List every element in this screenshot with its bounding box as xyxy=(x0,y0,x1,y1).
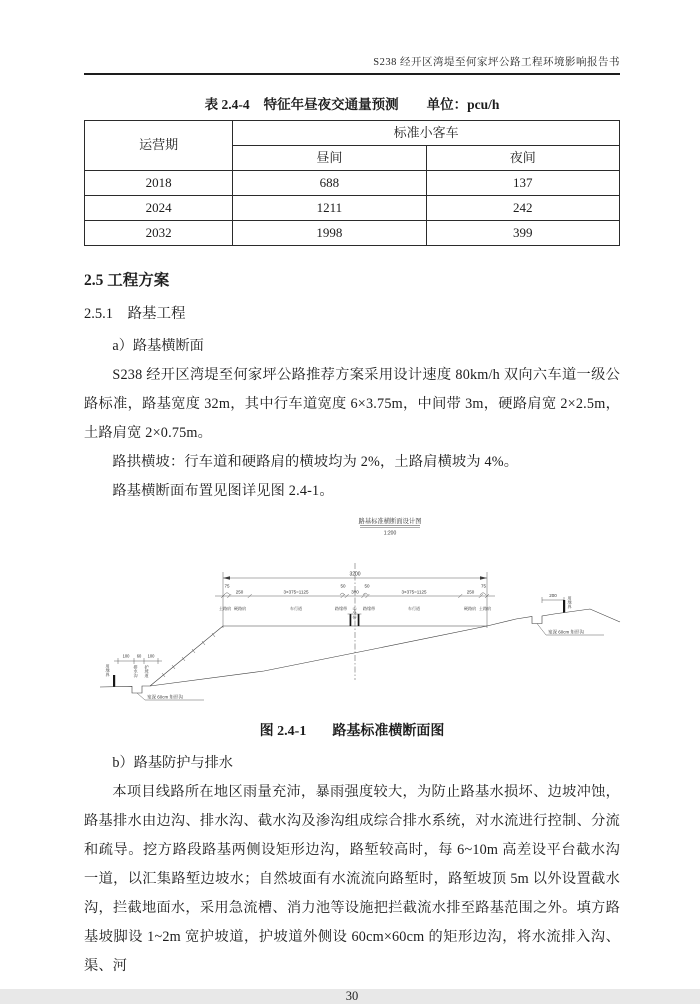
diagram-title: 路基标准横断面设计图 xyxy=(358,518,422,525)
terrain-line xyxy=(100,609,620,693)
page-header xyxy=(84,0,620,75)
figure-caption-label: 图 2.4-1 xyxy=(259,724,307,739)
dim-lanes-left: 3×375=1125 xyxy=(283,589,309,595)
cell-year: 2024 xyxy=(85,196,233,221)
zone-soil-shoulder-left: 土路肩 xyxy=(218,606,232,611)
zone-median: 中分带 xyxy=(352,607,358,620)
zone-hard-shoulder-right: 硬路肩 xyxy=(463,606,477,611)
left-dim-100a: 100 xyxy=(122,653,130,659)
figure-caption-title: 路基标准横断面图 xyxy=(332,724,445,739)
cross-section-figure xyxy=(84,508,620,740)
table-caption-label: 表 2.4-4 xyxy=(204,97,250,112)
table-row xyxy=(85,171,620,196)
header-operation-period: 运营期 xyxy=(85,121,233,171)
subheader-daytime: 昼间 xyxy=(233,146,426,171)
left-ditch-label: 宽深 60cm 矩形沟 xyxy=(147,694,184,700)
dim-250-right: 250 xyxy=(466,589,475,595)
traffic-forecast-table xyxy=(84,120,620,246)
paragraph-see-figure: 路基横断面布置见图详见图 2.4-1。 xyxy=(112,483,334,499)
left-dim-60: 60 xyxy=(136,653,142,659)
left-label-drain: 排水沟 xyxy=(133,665,139,678)
cell-day-value: 1211 xyxy=(233,196,426,221)
cell-night-value: 242 xyxy=(426,196,619,221)
dim-total: 3200 xyxy=(349,571,361,578)
table-caption-unit: 单位：pcu/h xyxy=(426,97,500,112)
left-label-boundary: 用地界 xyxy=(105,664,111,677)
dim-300-median: 300 xyxy=(351,589,359,595)
dim-50-right: 50 xyxy=(364,583,370,589)
dim-75-left: 75 xyxy=(224,583,230,589)
table-row xyxy=(85,221,620,246)
zone-marginal-strip-left: 路缘带 xyxy=(334,606,348,611)
left-dim-100b: 100 xyxy=(147,653,155,659)
right-label-boundary: 用地界 xyxy=(567,596,573,609)
zone-marginal-strip-right: 路缘带 xyxy=(362,606,376,611)
left-boundary-post xyxy=(113,675,115,687)
cross-section-diagram xyxy=(84,508,620,713)
cell-night-value: 399 xyxy=(426,221,619,246)
zone-carriageway-right: 车行道 xyxy=(407,606,421,611)
item-b-heading: b）路基防护与排水 xyxy=(112,755,233,771)
right-dim-200: 200 xyxy=(549,593,557,598)
cell-year: 2018 xyxy=(85,171,233,196)
heading-2-5-1: 2.5.1 路基工程 xyxy=(84,306,186,322)
slope-ticks xyxy=(162,633,215,677)
cell-night-value: 137 xyxy=(426,171,619,196)
paragraph-crossfall: 路拱横坡：行车道和硬路肩的横坡均为 2%，土路肩横坡为 4%。 xyxy=(112,454,519,470)
right-boundary-post xyxy=(563,600,565,613)
figure-caption xyxy=(84,720,620,740)
diagram-scale: 1:200 xyxy=(383,530,397,537)
heading-2-5: 2.5 工程方案 xyxy=(84,272,170,289)
page-number: 30 xyxy=(345,989,359,1003)
paragraph-roadbed-standard: S238 经开区湾堤至何家坪公路推荐方案采用设计速度 80km/h 双向六车道一级公路标准，路基宽度 32m，其中行车道宽度 6×3.75m，中间带 3m，硬路肩宽 2×2.5m，土路肩宽 2×0.75m。 xyxy=(84,367,620,441)
dim-50-left: 50 xyxy=(340,583,346,589)
header-standard-car: 标准小客车 xyxy=(233,121,620,146)
item-a-heading: a）路基横断面 xyxy=(112,338,204,354)
zone-soil-shoulder-right: 土路肩 xyxy=(478,606,492,611)
table-header-row xyxy=(85,121,620,146)
zone-hard-shoulder-left: 硬路肩 xyxy=(233,606,247,611)
paragraph-drainage: 本项目线路所在地区雨量充沛，暴雨强度较大，为防止路基水损坏、边坡冲蚀，路基排水由边沟、排水沟、截水沟及渗沟组成综合排水系统，对水流进行控制、分流和疏导。挖方路段路基两侧设矩形边沟，路堑较高时，每 6~10m 高差设平台截水沟一道，以汇集路堑边坡水；自然坡面有水流流向路堑时，路堑坡顶 5m 以外设置截水沟，拦截地面水，采用急流槽、消力池等设施把拦截流水排至路基范围之外。填方路基坡脚设 1~2m 宽护坡道，护坡道外侧设 60cm×60cm 的矩形边沟，将水流排入沟、渠、河 xyxy=(84,784,620,974)
table-caption xyxy=(84,93,620,113)
dim-250-left: 250 xyxy=(235,589,244,595)
left-label-berm: 护坡道 xyxy=(144,665,150,678)
header-title: S238 经开区湾堤至何家坪公路工程环境影响报告书 xyxy=(84,54,620,75)
table-caption-title: 特征年昼夜交通量预测 xyxy=(263,97,399,112)
zone-carriageway-left: 车行道 xyxy=(289,606,303,611)
dim-lanes-right: 3×375=1125 xyxy=(401,589,427,595)
cell-day-value: 1998 xyxy=(233,221,426,246)
subheader-nighttime: 夜间 xyxy=(426,146,619,171)
right-ditch-label: 宽深 60cm 矩形沟 xyxy=(548,629,585,635)
cell-year: 2032 xyxy=(85,221,233,246)
table-row xyxy=(85,196,620,221)
cell-day-value: 688 xyxy=(233,171,426,196)
dim-75-right: 75 xyxy=(480,583,487,589)
